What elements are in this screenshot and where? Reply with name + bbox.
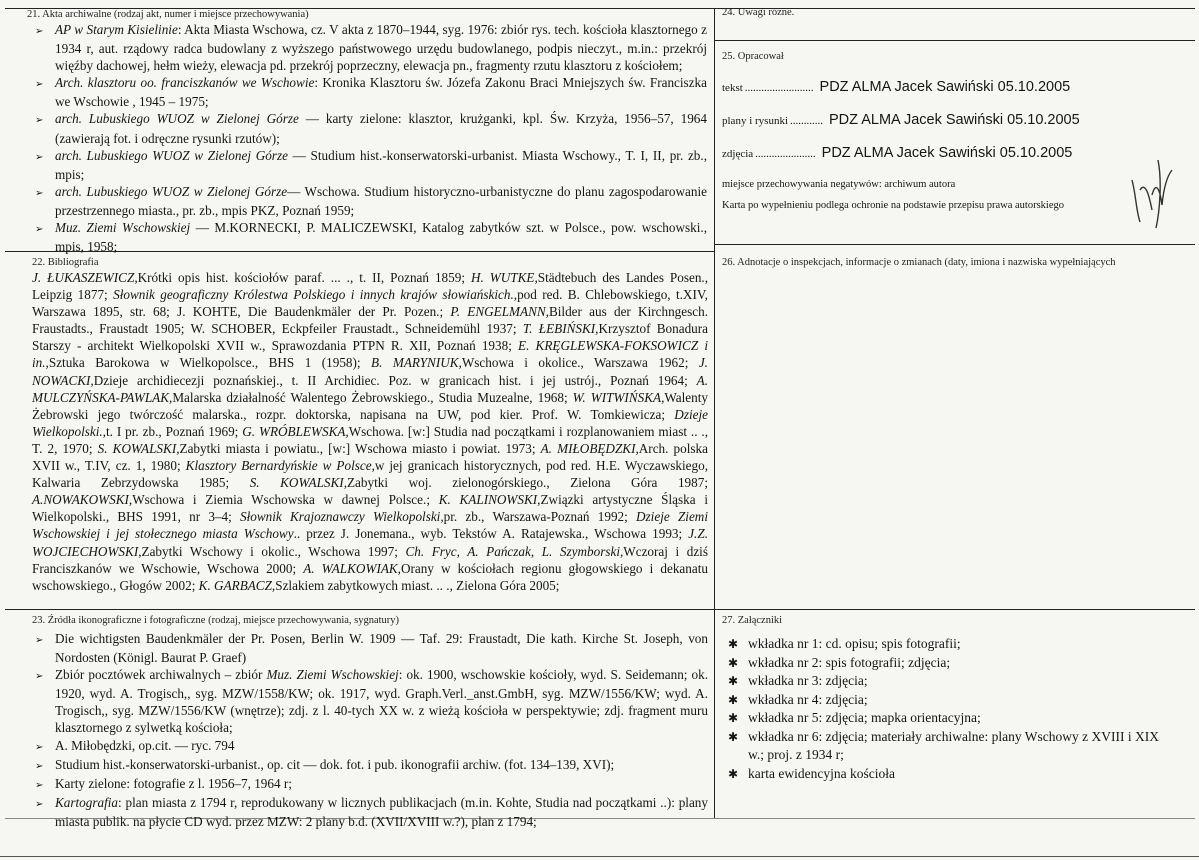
bibliography-fragment: Klasztory Bernardyńskie w Polsce, [185,458,375,474]
section-22-bibliography [32,253,708,609]
bibliography-fragment: Zabytki Wschowy i okolic., Wschowa 1997; [141,543,406,559]
row-divider-25-26 [714,244,1195,245]
attachment-item [728,691,1162,710]
source-fragment: Muz. Ziemi Wschowskiej [266,667,399,683]
arrow-bullet-icon: ➢ [35,26,44,37]
author-row-dots: ......................... [744,82,814,94]
section-23-label: 23. Źródła ikonograficzne i fotograficzne (rodzaj, miejsce przechowywania, sygnatury) [32,615,400,626]
bibliography-fragment: Słownik Krajoznawczy Wielkopolski, [240,509,444,525]
author-row-value: PDZ ALMA Jacek Sawiński 05.10.2005 [829,112,1080,128]
bibliography-fragment: T. ŁEBIŃSKI, [522,321,599,337]
bibliography-fragment: Bilder aus der Kirchngesch. Fraustadts., Fraustadt 1905; W. SCHOBER, Eckpfeiler Fraustadt., Schneidemühl 1937; [32,304,708,337]
section-26-annotations [722,256,1122,316]
author-row-key: tekst [722,82,743,94]
handwritten-signature [1122,150,1182,230]
row-divider-22-23 [5,609,1195,610]
copyright-note: Karta po wypełnieniu podlega ochronie na podstawie przepisu prawa autorskiego [722,200,1065,211]
bibliography-fragment: E. KRĘGLEWSKA-FOKSOWICZ i in., [32,338,708,371]
bibliography-fragment: K. GARBACZ, [198,577,276,593]
attachment-item [728,728,1162,765]
arrow-bullet-icon: ➢ [35,741,44,753]
section-21-label: 21. Akta archiwalne (rodzaj akt, numer i miejsce przechowywania) [27,9,309,20]
bibliography-fragment: S. KOWALSKI, [97,440,180,456]
column-divider [714,8,715,818]
attachment-text: wkładka nr 6: zdjęcia; materiały archiwalne: plany Wschowy z XVIII i XIX w.; proj. z 1934 r; [748,728,1159,762]
page-bottom-edge [0,856,1199,857]
iconographic-entry [35,775,708,794]
section-26-label: 26. Adnotacje o inspekcjach, informacje o zmianach (daty, imiona i nazwiska wypełniających [722,257,1116,268]
section-21-archival-records [27,8,707,255]
arrow-bullet-icon: ➢ [35,224,44,236]
source-fragment: Kartografia [55,794,119,810]
archive-description: — karty zielone: klasztor, krużganki, kpl. Św. Krzyża, 1956–57, 1964 (zawierają fot. i odręczne rysunki rzutów); [55,111,707,146]
attachment-item [728,635,1162,654]
source-fragment: Die wichtigsten Baudenkmäler der Pr. Posen, Berlin W. 1909 — Taf. 29: Fraustadt, Die kath. Kirche St. Joseph, von Nordosten (Königl. Baurat P. Graef) [55,631,708,666]
author-row [722,79,1117,99]
asterisk-bullet-icon: ✱ [728,637,739,651]
section-25-label: 25. Opracował [722,51,784,62]
bibliography-fragment: pr. zb., Warszawa-Poznań 1992; [443,509,637,525]
bibliography-fragment: J.Z. WOJCIECHOWSKI, [32,526,708,559]
bibliography-fragment: K. KALINOWSKI, [438,492,541,508]
bibliography-fragment: Dzieje Wielkopolski., [32,406,708,439]
bibliography-fragment: Zabytki miasta i powiatu., [w:] Wschowa miasto i powiat. 1973; [179,440,541,456]
attachment-item [728,709,1162,728]
attachment-text: karta ewidencyjna kościoła [748,765,895,781]
arrow-bullet-icon: ➢ [35,115,44,127]
iconographic-entry [35,737,708,756]
iconographic-entry [35,666,708,736]
bibliography-fragment: w jej granicach historycznych, pod red. H.E. Wyczawskiego, Kalwaria Zebrzydowska 1985; [32,458,708,491]
iconographic-entries-list [35,630,708,830]
section-24-remarks [722,6,1182,36]
attachments-list [728,635,1162,783]
source-fragment: A. Miłobędzki, op.cit. — ryc. 794 [55,737,235,753]
author-row [722,112,1117,132]
bibliography-fragment: Malarska działalność Walentego Żebrowskiego., Studia Muzealne, 1968; [172,389,573,405]
bibliography-fragment: Krótki opis hist. kościołów paraf. ... ., t. II, Poznań 1859; [137,270,471,285]
section-24-label: 24. Uwagi różne. [722,7,795,18]
bibliography-fragment: B. MARYNIUK, [371,355,462,371]
archival-entry [35,21,707,74]
bibliography-fragment: Wschowa i okolice., Warszawa 1962; [461,355,699,371]
source-fragment: Zbiór pocztówek archiwalnych – zbiór [55,667,267,683]
archival-entries-list [35,21,707,255]
row-divider-24-25 [714,40,1195,41]
attachment-text: wkładka nr 4: zdjęcia; [748,691,868,707]
author-row [722,145,1117,165]
author-row-key: zdjęcia [722,148,754,160]
bibliography-fragment: Zabytki woj. zielonogórskiego., Zielona Góra 1987; [347,475,708,491]
author-rows [722,79,1117,165]
author-row-dots: ...................... [755,148,816,160]
bibliography-fragment: Walenty Żebrowski jego twórczość malarska., rozpr. doktorska, napisana na UW, pod kier. Prof. W. Tomkiewicza; [32,389,708,422]
attachment-item [728,765,1162,784]
archival-entry [35,74,707,110]
archive-name: arch. Lubuskiego WUOZ w Zielonej Górze [55,111,299,127]
arrow-bullet-icon: ➢ [35,635,44,646]
source-fragment: : ok. 1900, wschowskie kościoły, wyd. S. Seidemann; ok. 1920, wyd. A. Trogisch,, syg. MZW/1558/KW; ok. 1917, wyd. Graph.Verl._anst.GmbH, syg. MZW/1556/KW; wyd. A. Trogisch,, syg. MZW/1556/KW (wnętrze); zdj. z l. 40-tych XX w. z wieżą kościoła w perspektywie; zdj. fragment muru klasztornego z sylwetką kościoła; [55,667,708,736]
asterisk-bullet-icon: ✱ [728,711,739,725]
bibliography-fragment: .. przez J. Jonemana., wyb. Tekstów A. Ratajewska., Wschowa 1993; [293,526,689,542]
arrow-bullet-icon: ➢ [35,151,44,163]
section-23-iconographic-sources [32,611,708,829]
source-fragment: Studium hist.-konserwatorski-urbanist., op. cit — dok. fot. i pub. ikonografii archiw. (fot. 134–139, XVI); [55,756,615,772]
author-row-value: PDZ ALMA Jacek Sawiński 05.10.2005 [819,79,1071,95]
bibliography-fragment: A. MULCZYŃSKA-PAWLAK, [32,372,708,405]
bibliography-fragment: t. I pr. zb., Poznań 1969; [105,423,243,439]
negatives-location: miejsce przechowywania negatywów: archiwum autora [722,179,956,190]
bibliography-fragment: P. ENGELMANN, [450,304,549,320]
bibliography-fragment: Dzieje Ziemi Wschowskiej i jej stołecznego miasta Wschowy [32,509,708,542]
archive-name: Arch. klasztoru oo. franciszkanów we Wschowie [55,75,315,91]
bibliography-fragment: Wschowa. [w:] Studia nad początkami i rozplanowaniem miast .. ., T. 2, 1970; [32,423,708,456]
bibliography-fragment: W. WITWIŃSKA, [572,389,665,405]
section-22-label: 22. Bibliografia [32,257,99,268]
archive-name: Muz. Ziemi Wschowskiej [55,220,191,236]
iconographic-entry [35,794,708,830]
archival-entry [35,219,707,255]
bibliography-fragment: H. WUTKE, [470,270,538,285]
bibliography-fragment: S. KOWALSKI, [249,475,347,491]
author-row-value: PDZ ALMA Jacek Sawiński 05.10.2005 [821,145,1073,161]
bibliography-fragment: Arch. polska XVII w., T.IV, cz. 1, 1980; [32,440,708,474]
bibliography-fragment: Sztuka Barokowa w Wielkopolsce., BHS 1 (1958); [48,355,372,371]
archive-name: AP w Starym Kisielinie [55,22,178,37]
archive-name: arch. Lubuskiego WUOZ w Zielonej Górze [55,147,288,163]
archive-description: : Akta Miasta Wschowa, cz. V akta z 1870–1944, syg. 1976: zbiór rys. tech. kościoła klasztornego z 1934 r, aut. rządowy radca budowlany z wyższego państwowego urzędu budowlanego, podpis nieczyt., m.in.: przekrój więźby dachowej, hełm wieży, elewacja pd. przekrój poprzeczny, elewacja pn., fragmenty rzutu klasztoru z kościołem; [55,22,707,74]
bibliography-fragment: Städtebuch des Landes Posen., Leipzig 1877; [32,270,709,303]
arrow-bullet-icon: ➢ [35,187,44,199]
bibliography-fragment: Orany w kościołach regionu głogowskiego i dekanatu wschowskiego., Głogów 2002; [32,560,708,593]
archive-name: arch. Lubuskiego WUOZ w Zielonej Górze [55,183,288,199]
bibliography-fragment: A. WALKOWIAK, [303,560,401,576]
attachment-text: wkładka nr 3: zdjęcia; [748,673,868,688]
archival-entry [35,183,707,219]
bibliography-fragment: Wschowa i Ziemia Wschowska w dawnej Polsce.; [132,492,439,508]
bibliography-fragment: J. NOWACKI, [32,355,708,388]
archive-description: — Wschowa. Studium historyczno-urbanistyczne do planu zagospodarowanie przestrzennego miasta., pr. zb., mpis PKZ, Poznań 1959; [55,183,707,218]
bibliography-fragment: Słownik geograficzny Królestwa Polskiego i innych krajów słowiańskich., [113,287,518,303]
attachment-text: wkładka nr 2: spis fotografii; zdjęcia; [748,654,951,670]
author-row-key: plany i rysunki [722,115,788,127]
asterisk-bullet-icon: ✱ [728,655,739,670]
asterisk-bullet-icon: ✱ [728,674,739,688]
attachment-text: wkładka nr 5: zdjęcia; mapka orientacyjna; [748,710,981,725]
bibliography-fragment: Związki artystyczne Śląska i Wielkopolski., BHS 1991, nr 3–4; [32,492,708,525]
asterisk-bullet-icon: ✱ [728,766,739,781]
iconographic-entry [35,756,708,775]
archive-description: : Kronika Klasztoru św. Józefa Zakonu Braci Mniejszych św. Franciszka we Wschowie , 1945 – 1975; [55,75,707,110]
bibliography-fragment: J. ŁUKASZEWICZ, [32,270,138,285]
bibliography-fragment: Szlakiem zabytkowych miast. .. ., Zielona Góra 2005; [275,577,560,593]
arrow-bullet-icon: ➢ [35,798,44,810]
bibliography-fragment: A. MIŁOBĘDZKI, [540,440,639,456]
source-fragment: : plan miasta z 1794 r, reprodukowany w licznych publikacjach (m.in. Kohte, Studia nad początkami ..): plany miasta publik. na płycie CD wyd. przez MZW: 2 plany b.d. (XVII/XVIII w.?), plan z 1794; [55,794,708,829]
bibliography-fragment: G. WRÓBLEWSKA, [242,423,349,439]
bibliography-fragment: A.NOWAKOWSKI, [32,492,133,508]
arrow-bullet-icon: ➢ [35,79,44,91]
asterisk-bullet-icon: ✱ [728,729,739,744]
archive-description: — M.KORNECKI, P. MALICZEWSKI, Katalog zabytków szt. w Polsce., pow. wschowski., mpis, 1958; [55,220,707,255]
section-27-attachments [722,611,1162,816]
bibliography-fragment: Ch. Fryc, A. Pańczak, L. Szymborski, [405,543,624,559]
attachment-item [728,672,1162,691]
attachment-text: wkładka nr 1: cd. opisu; spis fotografii; [748,636,961,651]
section-27-label: 27. Załączniki [722,615,783,626]
author-row-dots: ............ [790,115,823,127]
archival-entry [35,147,707,183]
source-fragment: Karty zielone: fotografie z l. 1956–7, 1964 r; [55,775,292,791]
archival-entry [35,110,707,146]
archive-description: — Studium hist.-konserwatorski-urbanist. Miasta Wschowy., T. I, II, pr. zb., mpis; [55,147,707,182]
bibliography-fragment: Wczoraj i dziś Franciszkanów we Wschowie, Wschowa 2000; [32,543,708,576]
bibliography-fragment: Dzieje archidiecezji poznańskiej., t. II Archidiec. Poz. w granicach hist. i jej ustrój., Poznań 1964; [93,372,697,388]
attachment-item [728,654,1162,673]
iconographic-entry [35,630,708,666]
arrow-bullet-icon: ➢ [35,760,44,772]
section-25-prepared-by [722,50,1117,240]
arrow-bullet-icon: ➢ [35,671,44,683]
asterisk-bullet-icon: ✱ [728,692,739,707]
bibliography-fragment: pod red. B. Chlebowskiego, t.XIV, Warszawa 1895, str. 68; J. KOHTE, Die Baudenkmäler der Pr. Pozen.; [32,287,708,320]
bibliography-text [32,269,708,594]
arrow-bullet-icon: ➢ [35,779,44,791]
bibliography-fragment: Krzysztof Bonadura Starszy - architekt Wielkopolski XVII w., Sprawozdania PTPN R. XII, Poznań 1938; [32,321,709,354]
